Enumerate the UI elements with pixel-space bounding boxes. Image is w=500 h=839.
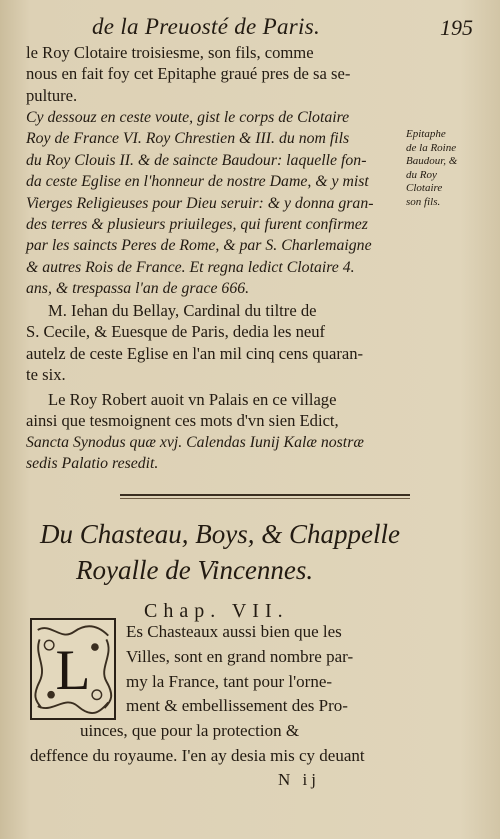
chapter-body-line5 [80, 719, 460, 744]
decorated-initial [30, 618, 116, 720]
text-line: Roy de France VI. Roy Chrestien & III. du nom fils [26, 130, 350, 148]
text-line: te six. [26, 365, 66, 385]
section-rule [120, 494, 410, 500]
text-line: Le Roy Robert auoit vn Palais en ce village [48, 390, 337, 409]
margin-note-line: Baudour, & [406, 155, 458, 168]
margin-note [406, 128, 498, 210]
chapter-body-indented [126, 620, 406, 719]
margin-note-line: Epitaphe [406, 128, 446, 140]
chapter-title-line1: Du Chasteau, Boys, & Chappelle [40, 519, 400, 549]
text-line: deffence du royaume. I'en ay desia mis cy deuant [30, 746, 365, 765]
text-line: my la France, tant pour l'orne- [126, 671, 333, 691]
text-line: ment & embellissement des Pro- [126, 696, 348, 716]
margin-note-line: son fils. [406, 195, 441, 208]
text-line: Es Chasteaux aussi bien que les [126, 622, 342, 641]
text-line: Villes, sont en grand nombre par- [126, 646, 354, 666]
text-line: Cy dessouz en ceste voute, gist le corps de Clotaire [26, 109, 350, 126]
margin-note-line: du Roy [406, 168, 437, 181]
page-number: 195 [440, 15, 473, 40]
text-line: M. Iehan du Bellay, Cardinal du tiltre de [48, 301, 317, 320]
paragraph-intro [26, 42, 406, 106]
chapter-label: Chap. VII. [144, 600, 289, 622]
chapter-title-line2: Royalle de Vincennes. [76, 555, 314, 585]
text-line: ainsi que tesmoignent ces mots d'vn sien Edict, [26, 411, 339, 431]
text-line: du Roy Clouis II. & de saincte Baudour: laquelle fon- [26, 151, 367, 169]
signature-mark: N ij [278, 770, 320, 789]
chapter-body-line6 [30, 744, 410, 769]
text-line: & autres Rois de France. Et regna ledict Clotaire 4. [26, 258, 355, 276]
decorated-initial-image [32, 620, 114, 718]
text-line: ans, & trespassa l'an de grace 666. [26, 280, 250, 298]
text-line: le Roy Clotaire troisiesme, son fils, comme [26, 43, 314, 62]
margin-note-line: de la Roine [406, 141, 457, 154]
text-line: Sancta Synodus quæ xvj. Calendas Iunij Kalæ nostræ [26, 433, 364, 451]
page-header [0, 14, 500, 44]
paragraph-bellay [26, 300, 406, 386]
text-line: par les saincts Peres de Rome, & par S. Charlemaigne [26, 237, 372, 255]
text-line: pulture. [26, 85, 78, 105]
running-head: de la Preuosté de Paris. [92, 14, 321, 39]
text-line: da ceste Eglise en l'honneur de nostre Dame, & y mist [26, 173, 369, 191]
epitaph-text [26, 107, 406, 300]
text-line: sedis Palatio resedit. [26, 455, 159, 473]
text-line: Vierges Religieuses pour Dieu seruir: & y donna gran- [26, 194, 374, 212]
text-line: autelz de ceste Eglise en l'an mil cinq cens quaran- [26, 343, 364, 363]
paragraph-robert [26, 389, 406, 475]
dropcap-letter: L [55, 639, 91, 703]
margin-note-line: Clotaire [406, 182, 443, 195]
text-line: nous en fait foy cet Epitaphe graué pres de sa se- [26, 64, 351, 84]
text-line: uinces, que pour la protection & [80, 721, 300, 740]
text-line: S. Cecile, & Euesque de Paris, dedia les neuf [26, 322, 326, 342]
text-line: des terres & plusieurs priuileges, qui furent confirmez [26, 215, 368, 233]
